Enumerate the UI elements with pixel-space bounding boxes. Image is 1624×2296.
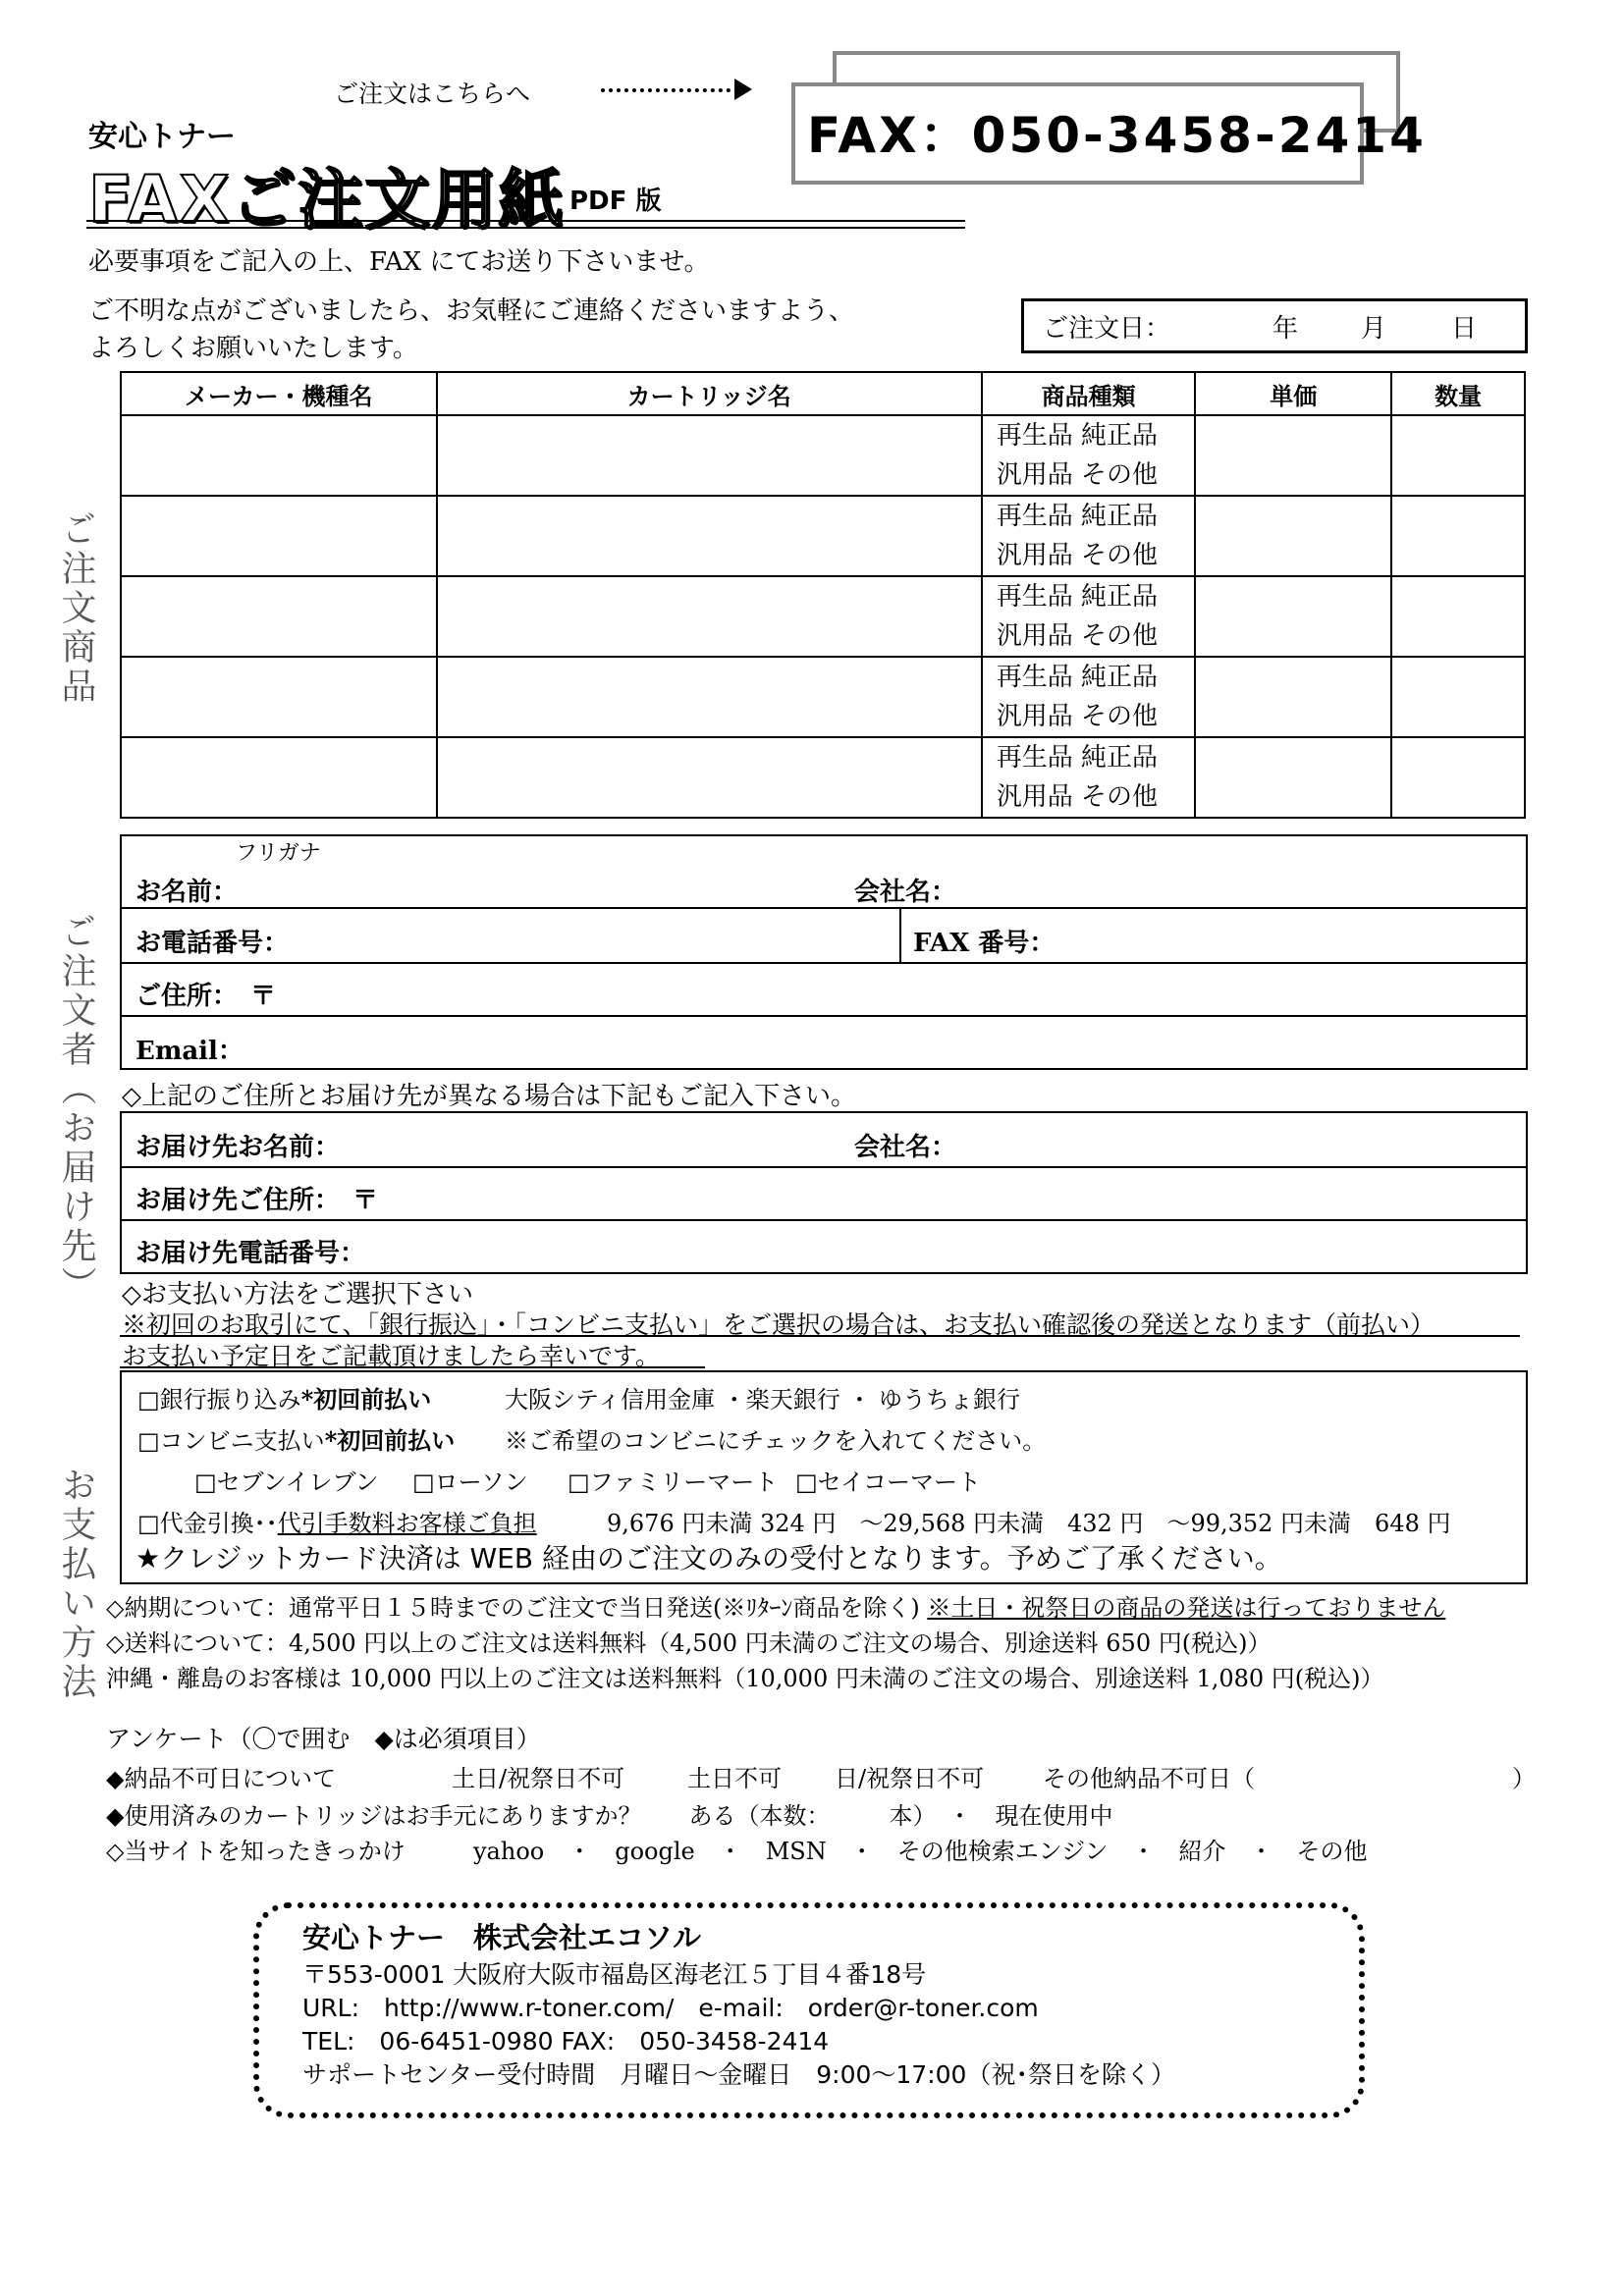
survey-q1-close: ） <box>1512 1765 1536 1792</box>
store-familymart[interactable]: □ファミリーマート <box>568 1468 779 1496</box>
type-line-2: 汎用品 その他 <box>996 541 1158 570</box>
divider <box>120 1166 1526 1168</box>
footer-tel: TEL: 06-6451-0980 FAX: 050-3458-2414 <box>302 2027 830 2056</box>
delivery-weekend-text: ※土日・祝祭日の商品の発送は行っておりません <box>927 1594 1446 1622</box>
credit-card-notice: ★クレジットカード決済は WEB 経由のご注文のみの受付となります。予めご了承ください。 <box>135 1542 1282 1575</box>
footer-address: 〒553-0001 大阪府大阪市福島区海老江５丁目４番18号 <box>302 1960 927 1989</box>
product-section-label: ご注文商品 <box>56 510 96 707</box>
convenience-label: □コンビニ支払い <box>137 1427 325 1455</box>
cartridge-cell[interactable] <box>437 657 982 737</box>
maker-cell[interactable] <box>121 657 437 737</box>
divider <box>120 962 1526 964</box>
delivery-address-field[interactable]: お届け先ご住所： 〒 <box>135 1186 379 1215</box>
divider <box>899 907 901 962</box>
table-row <box>121 737 1525 818</box>
cod-option[interactable] <box>137 1504 537 1538</box>
payment-title: ◇お支払い方法をご選択下さい <box>122 1280 473 1309</box>
store-lawson[interactable]: □ローソン <box>412 1468 528 1496</box>
arrow-right-icon <box>601 88 738 92</box>
header-unit-price: 単価 <box>1195 372 1391 415</box>
divider <box>120 1015 1526 1017</box>
type-line-1: 再生品 純正品 <box>996 502 1158 531</box>
table-row <box>121 657 1525 737</box>
footer-hours: サポートセンター受付時間 月曜日～金曜日 9:00～17:00（祝･祭日を除く） <box>302 2060 1175 2089</box>
product-table <box>120 371 1526 819</box>
cartridge-cell[interactable] <box>437 415 982 496</box>
convenience-detail: ※ご希望のコンビニにチェックを入れてください。 <box>505 1427 1047 1455</box>
form-title-suffix: PDF 版 <box>569 187 662 216</box>
type-line-2: 汎用品 その他 <box>996 702 1158 731</box>
cod-label: □代金引換･･ <box>137 1510 278 1537</box>
quantity-cell[interactable] <box>1391 737 1525 818</box>
payment-notice-2: お支払い予定日をご記載頂けましたら幸いです。 <box>122 1342 661 1370</box>
divider <box>120 907 1526 909</box>
form-title: FAXご注文用紙 <box>88 162 566 238</box>
delivery-time-note <box>106 1588 1445 1623</box>
shipping-note: ◇送料について：4,500 円以上のご注文は送料無料（4,500 円未満のご注文の場合、別途送料 650 円(税込)） <box>106 1629 1272 1657</box>
quantity-cell[interactable] <box>1391 657 1525 737</box>
type-line-1: 再生品 純正品 <box>996 582 1158 612</box>
brand-name: 安心トナー <box>88 120 236 154</box>
table-row <box>121 496 1525 576</box>
order-date-month: 月 <box>1361 314 1387 344</box>
delivery-name-field[interactable]: お届け先お名前： <box>135 1133 341 1162</box>
table-header-row <box>121 372 1525 415</box>
survey-q1-option-4[interactable]: その他納品不可日（ <box>1043 1765 1255 1792</box>
survey-q1-label: ◆納品不可日について <box>106 1765 336 1792</box>
furigana-label: フリガナ <box>236 841 321 866</box>
price-cell[interactable] <box>1195 415 1391 496</box>
cod-fee-table: 9,676 円未満 324 円 ～29,568 円未満 432 円 ～99,352 円未満 648 円 <box>607 1510 1451 1537</box>
divider <box>120 1219 1526 1221</box>
quantity-cell[interactable] <box>1391 496 1525 576</box>
fax-field[interactable]: FAX 番号： <box>913 929 1056 958</box>
payment-notice-1: ※初回のお取引にて、「銀行振込」・「コンビニ支払い」をご選択の場合は、お支払い確認後の発送となります（前払い） <box>122 1310 1435 1339</box>
address-field[interactable]: ご住所： 〒 <box>135 982 277 1011</box>
price-cell[interactable] <box>1195 496 1391 576</box>
maker-cell[interactable] <box>121 415 437 496</box>
bank-detail: 大阪シティ信用金庫 ・楽天銀行 ・ ゆうちょ銀行 <box>505 1386 1020 1414</box>
footer-company: 安心トナー 株式会社エコソル <box>302 1921 702 1954</box>
type-line-1: 再生品 純正品 <box>996 663 1158 692</box>
email-field[interactable]: Email： <box>135 1037 244 1066</box>
survey-q2[interactable]: ◆使用済みのカートリッジはお手元にありますか？ ある（本数： 本） ・ 現在使用中 <box>106 1802 1113 1830</box>
survey-q1-option-1[interactable]: 土日/祝祭日不可 <box>452 1765 625 1792</box>
type-cell[interactable] <box>982 657 1196 737</box>
order-date-year: 年 <box>1272 314 1299 344</box>
header-maker: メーカー・機種名 <box>121 372 437 415</box>
type-cell[interactable] <box>982 576 1196 657</box>
header-product-type: 商品種類 <box>982 372 1196 415</box>
bank-transfer-label: □銀行振り込み <box>137 1386 301 1414</box>
price-cell[interactable] <box>1195 657 1391 737</box>
quantity-cell[interactable] <box>1391 576 1525 657</box>
okinawa-note: 沖縄・離島のお客様は 10,000 円以上のご注文は送料無料（10,000 円未満のご注文の場合、別途送料 1,080 円(税込)） <box>106 1665 1384 1692</box>
type-line-1: 再生品 純正品 <box>996 743 1158 773</box>
type-line-2: 汎用品 その他 <box>996 621 1158 651</box>
cod-fee-note: 代引手数料お客様ご負担 <box>277 1510 537 1537</box>
maker-cell[interactable] <box>121 737 437 818</box>
type-cell[interactable] <box>982 415 1196 496</box>
table-row <box>121 576 1525 657</box>
store-seicomart[interactable]: □セイコーマート <box>795 1468 981 1496</box>
phone-field[interactable]: お電話番号： <box>135 929 290 958</box>
cartridge-cell[interactable] <box>437 496 982 576</box>
price-cell[interactable] <box>1195 737 1391 818</box>
send-here-text: ご注文はこちらへ <box>334 80 531 108</box>
customer-box <box>120 834 1528 1070</box>
convenience-option[interactable] <box>137 1421 455 1456</box>
delivery-phone-field[interactable]: お届け先電話番号： <box>135 1239 366 1268</box>
header-quantity: 数量 <box>1391 372 1525 415</box>
payment-section-label: お支払い方法 <box>56 1467 96 1702</box>
convenience-prepay-note: *初回前払い <box>324 1426 456 1455</box>
order-date-label: ご注文日： <box>1043 314 1171 344</box>
order-date-day: 日 <box>1451 314 1478 344</box>
type-line-2: 汎用品 その他 <box>996 782 1158 812</box>
type-cell[interactable] <box>982 737 1196 818</box>
bank-transfer-option[interactable] <box>137 1380 431 1415</box>
header-cartridge: カートリッジ名 <box>437 372 982 415</box>
type-line-1: 再生品 純正品 <box>996 421 1158 451</box>
name-field[interactable]: お名前： <box>135 878 239 907</box>
title-divider <box>86 220 965 229</box>
intro-line-1: 必要事項をご記入の上、FAX にてお送り下さいませ。 <box>88 247 710 277</box>
table-row <box>121 415 1525 496</box>
intro-line-3: よろしくお願いいたします。 <box>88 334 418 363</box>
maker-cell[interactable] <box>121 496 437 576</box>
company-field[interactable]: 会社名： <box>854 878 957 907</box>
survey-title: アンケート（〇で囲む ◆は必須項目） <box>106 1725 541 1753</box>
price-cell[interactable] <box>1195 576 1391 657</box>
survey-q1-option-3[interactable]: 日/祝祭日不可 <box>835 1765 985 1792</box>
notice-underline <box>120 1366 705 1368</box>
type-cell[interactable] <box>982 496 1196 576</box>
survey-q3-label: ◇当サイトを知ったきっかけ <box>106 1838 406 1865</box>
footer-web[interactable]: URL: http://www.r-toner.com/ e-mail: order@r-toner.com <box>302 1994 1039 2022</box>
type-line-2: 汎用品 その他 <box>996 460 1158 490</box>
customer-section-label: ご注文者（お届け先） <box>56 913 96 1306</box>
arrow-head-icon <box>734 79 752 100</box>
bank-prepay-note: *初回前払い <box>300 1385 432 1414</box>
delivery-time-text: ◇納期について：通常平日１５時までのご注文で当日発送(※ﾘﾀｰﾝ商品を除く) <box>106 1594 920 1622</box>
delivery-note: ◇上記のご住所とお届け先が異なる場合は下記もご記入下さい。 <box>122 1082 856 1111</box>
maker-cell[interactable] <box>121 576 437 657</box>
fax-number: FAX：050-3458-2414 <box>807 107 1427 164</box>
survey-q1-option-2[interactable]: 土日不可 <box>687 1765 782 1792</box>
store-seven-eleven[interactable]: □セブンイレブン <box>194 1468 379 1496</box>
cartridge-cell[interactable] <box>437 737 982 818</box>
survey-q3-options[interactable]: yahoo ・ google ・ MSN ・ その他検索エンジン ・ 紹介 ・ その他 <box>473 1838 1368 1865</box>
cartridge-cell[interactable] <box>437 576 982 657</box>
quantity-cell[interactable] <box>1391 415 1525 496</box>
intro-line-2: ご不明な点がございましたら、お気軽にご連絡くださいますよう、 <box>88 296 855 326</box>
delivery-company-field[interactable]: 会社名： <box>854 1133 957 1162</box>
